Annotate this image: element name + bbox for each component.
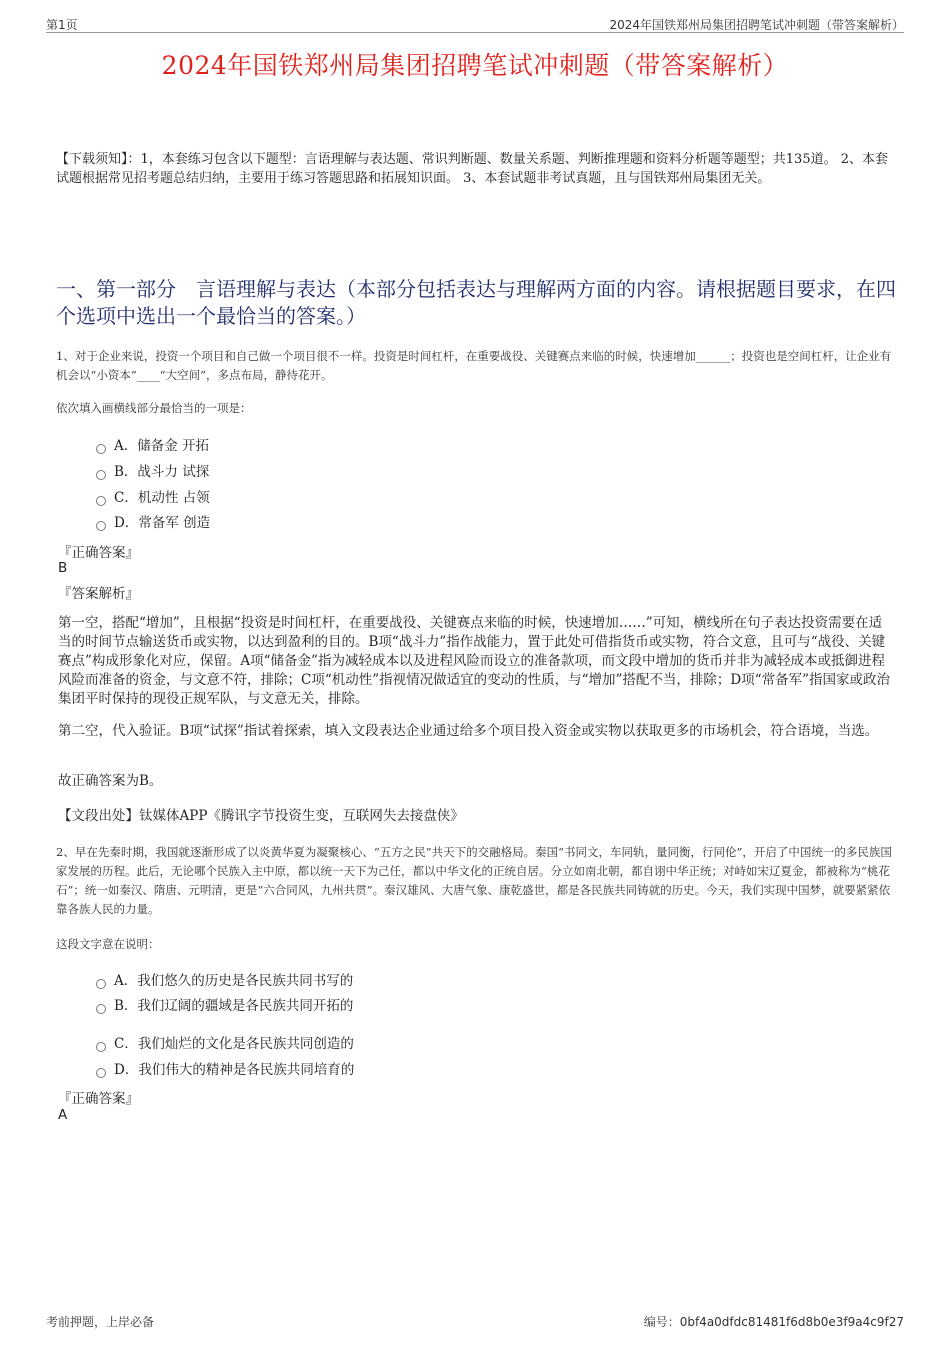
radio-icon[interactable]	[96, 979, 106, 989]
radio-icon[interactable]	[96, 496, 106, 506]
radio-icon[interactable]	[96, 521, 106, 531]
question-2-option-d[interactable]: D．我们伟大的精神是各民族共同培育的	[96, 1060, 354, 1080]
question-1-answer: B	[58, 560, 68, 576]
question-1-analysis-paragraph-2: 第二空，代入验证。B项“试探”指试着探索，填入文段表达企业通过给多个项目投入资金或实物以获取更多的市场机会，符合语境，当选。	[58, 723, 879, 739]
question-1-source: 【文段出处】钛媒体APP《腾讯字节投资生变，互联网失去接盘侠》	[58, 808, 464, 824]
question-1-analysis-label: 『答案解析』	[58, 586, 139, 602]
question-1-conclusion: 故正确答案为B。	[58, 773, 163, 789]
question-2-option-c[interactable]: C．我们灿烂的文化是各民族共同创造的	[96, 1034, 354, 1054]
question-1-analysis-paragraph-1: 第一空，搭配“增加”，且根据“投资是时间杠杆，在重要战役、关键赛点来临的时候，快速增加……”可知，横线所在句子表达投资需要在适当的时间节点输送货币或实物，以达到盈利的目的。B项“战斗力”指作战能力，置于此处可借指货币或实物，符合文意，且可与“战役、关键赛点”构成形象化对应，保留。A项“储备金”指为减轻成本以及进程风险而设立的准备款项，而文段中增加的货币并非为减轻成本或抵御进程风险而准备的资金，与文意不符，排除；C项“机动性”指视情况做适宜的变动的性质，与“增加”搭配不当，排除；D项“常备军”指国家或政治集团平时保持的现役正规军队，与文意无关，排除。	[58, 615, 891, 707]
radio-icon[interactable]	[96, 1004, 106, 1014]
radio-icon[interactable]	[96, 444, 106, 454]
header-doc-title: 2024年国铁郑州局集团招聘笔试冲刺题（带答案解析）	[609, 18, 904, 32]
question-2-answer: A	[58, 1107, 68, 1123]
question-1-prompt: 依次填入画横线部分最恰当的一项是：	[56, 401, 252, 415]
document-title: 2024年国铁郑州局集团招聘笔试冲刺题（带答案解析）	[161, 51, 789, 80]
question-2-option-a[interactable]: A．我们悠久的历史是各民族共同书写的	[96, 971, 353, 991]
question-2-prompt: 这段文字意在说明：	[56, 937, 160, 951]
footer-slogan: 考前押题，上岸必备	[46, 1315, 155, 1329]
question-2-stem: 2、早在先秦时期，我国就逐渐形成了以炎黄华夏为凝聚核心、“五方之民”共天下的交融格局。秦国“书同文，车同轨，量同衡，行同伦”，开启了中国统一的多民族国家发展的历程。此后，无论哪个民族入主中原，都以统一天下为己任，都以中华文化的正统自居。分立如南北朝，都自诩中华正统；对峙如宋辽夏金，都被称为“桃花石”；统一如秦汉、隋唐、元明清，更是“六合同风，九州共贯”。秦汉雄风、大唐气象、康乾盛世，都是各民族共同铸就的历史。今天，我们实现中国梦，就要紧紧依靠各族人民的力量。	[56, 845, 892, 916]
question-2-answer-label: 『正确答案』	[58, 1091, 139, 1107]
page-header	[46, 14, 904, 33]
question-1-option-a[interactable]: A．储备金 开拓	[96, 436, 209, 456]
download-notice: 【下载须知】：1，本套练习包含以下题型：言语理解与表达题、常识判断题、数量关系题、判断推理题和资料分析题等题型；共135道。 2、本套试题根据常见招考题总结归纳，主要用于练习答题思路和拓展知识面。 3、本套试题非考试真题，且与国铁郑州局集团无关。	[56, 152, 888, 186]
question-2-option-b[interactable]: B．我们辽阔的疆域是各民族共同开拓的	[96, 996, 353, 1016]
page-number: 第1页	[46, 18, 78, 32]
question-1-option-d[interactable]: D．常备军 创造	[96, 513, 210, 533]
question-1-stem: 1、对于企业来说，投资一个项目和自己做一个项目很不一样。投资是时间杠杆，在重要战役、关键赛点来临的时候，快速增加______；投资也是空间杠杆，让企业有机会以“小资本”____“大空间”，多点布局，静待花开。	[56, 349, 892, 382]
footer-serial: 编号：0bf4a0dfdc81481f6d8b0e3f9a4c9f27	[643, 1315, 904, 1329]
question-1-answer-label: 『正确答案』	[58, 545, 139, 561]
question-1-option-b[interactable]: B．战斗力 试探	[96, 462, 209, 482]
question-1-option-c[interactable]: C．机动性 占领	[96, 488, 210, 508]
radio-icon[interactable]	[96, 1068, 106, 1078]
radio-icon[interactable]	[96, 470, 106, 480]
section-heading: 一、第一部分 言语理解与表达（本部分包括表达与理解两方面的内容。请根据题目要求，在四个选项中选出一个最恰当的答案。）	[56, 277, 896, 328]
radio-icon[interactable]	[96, 1042, 106, 1052]
